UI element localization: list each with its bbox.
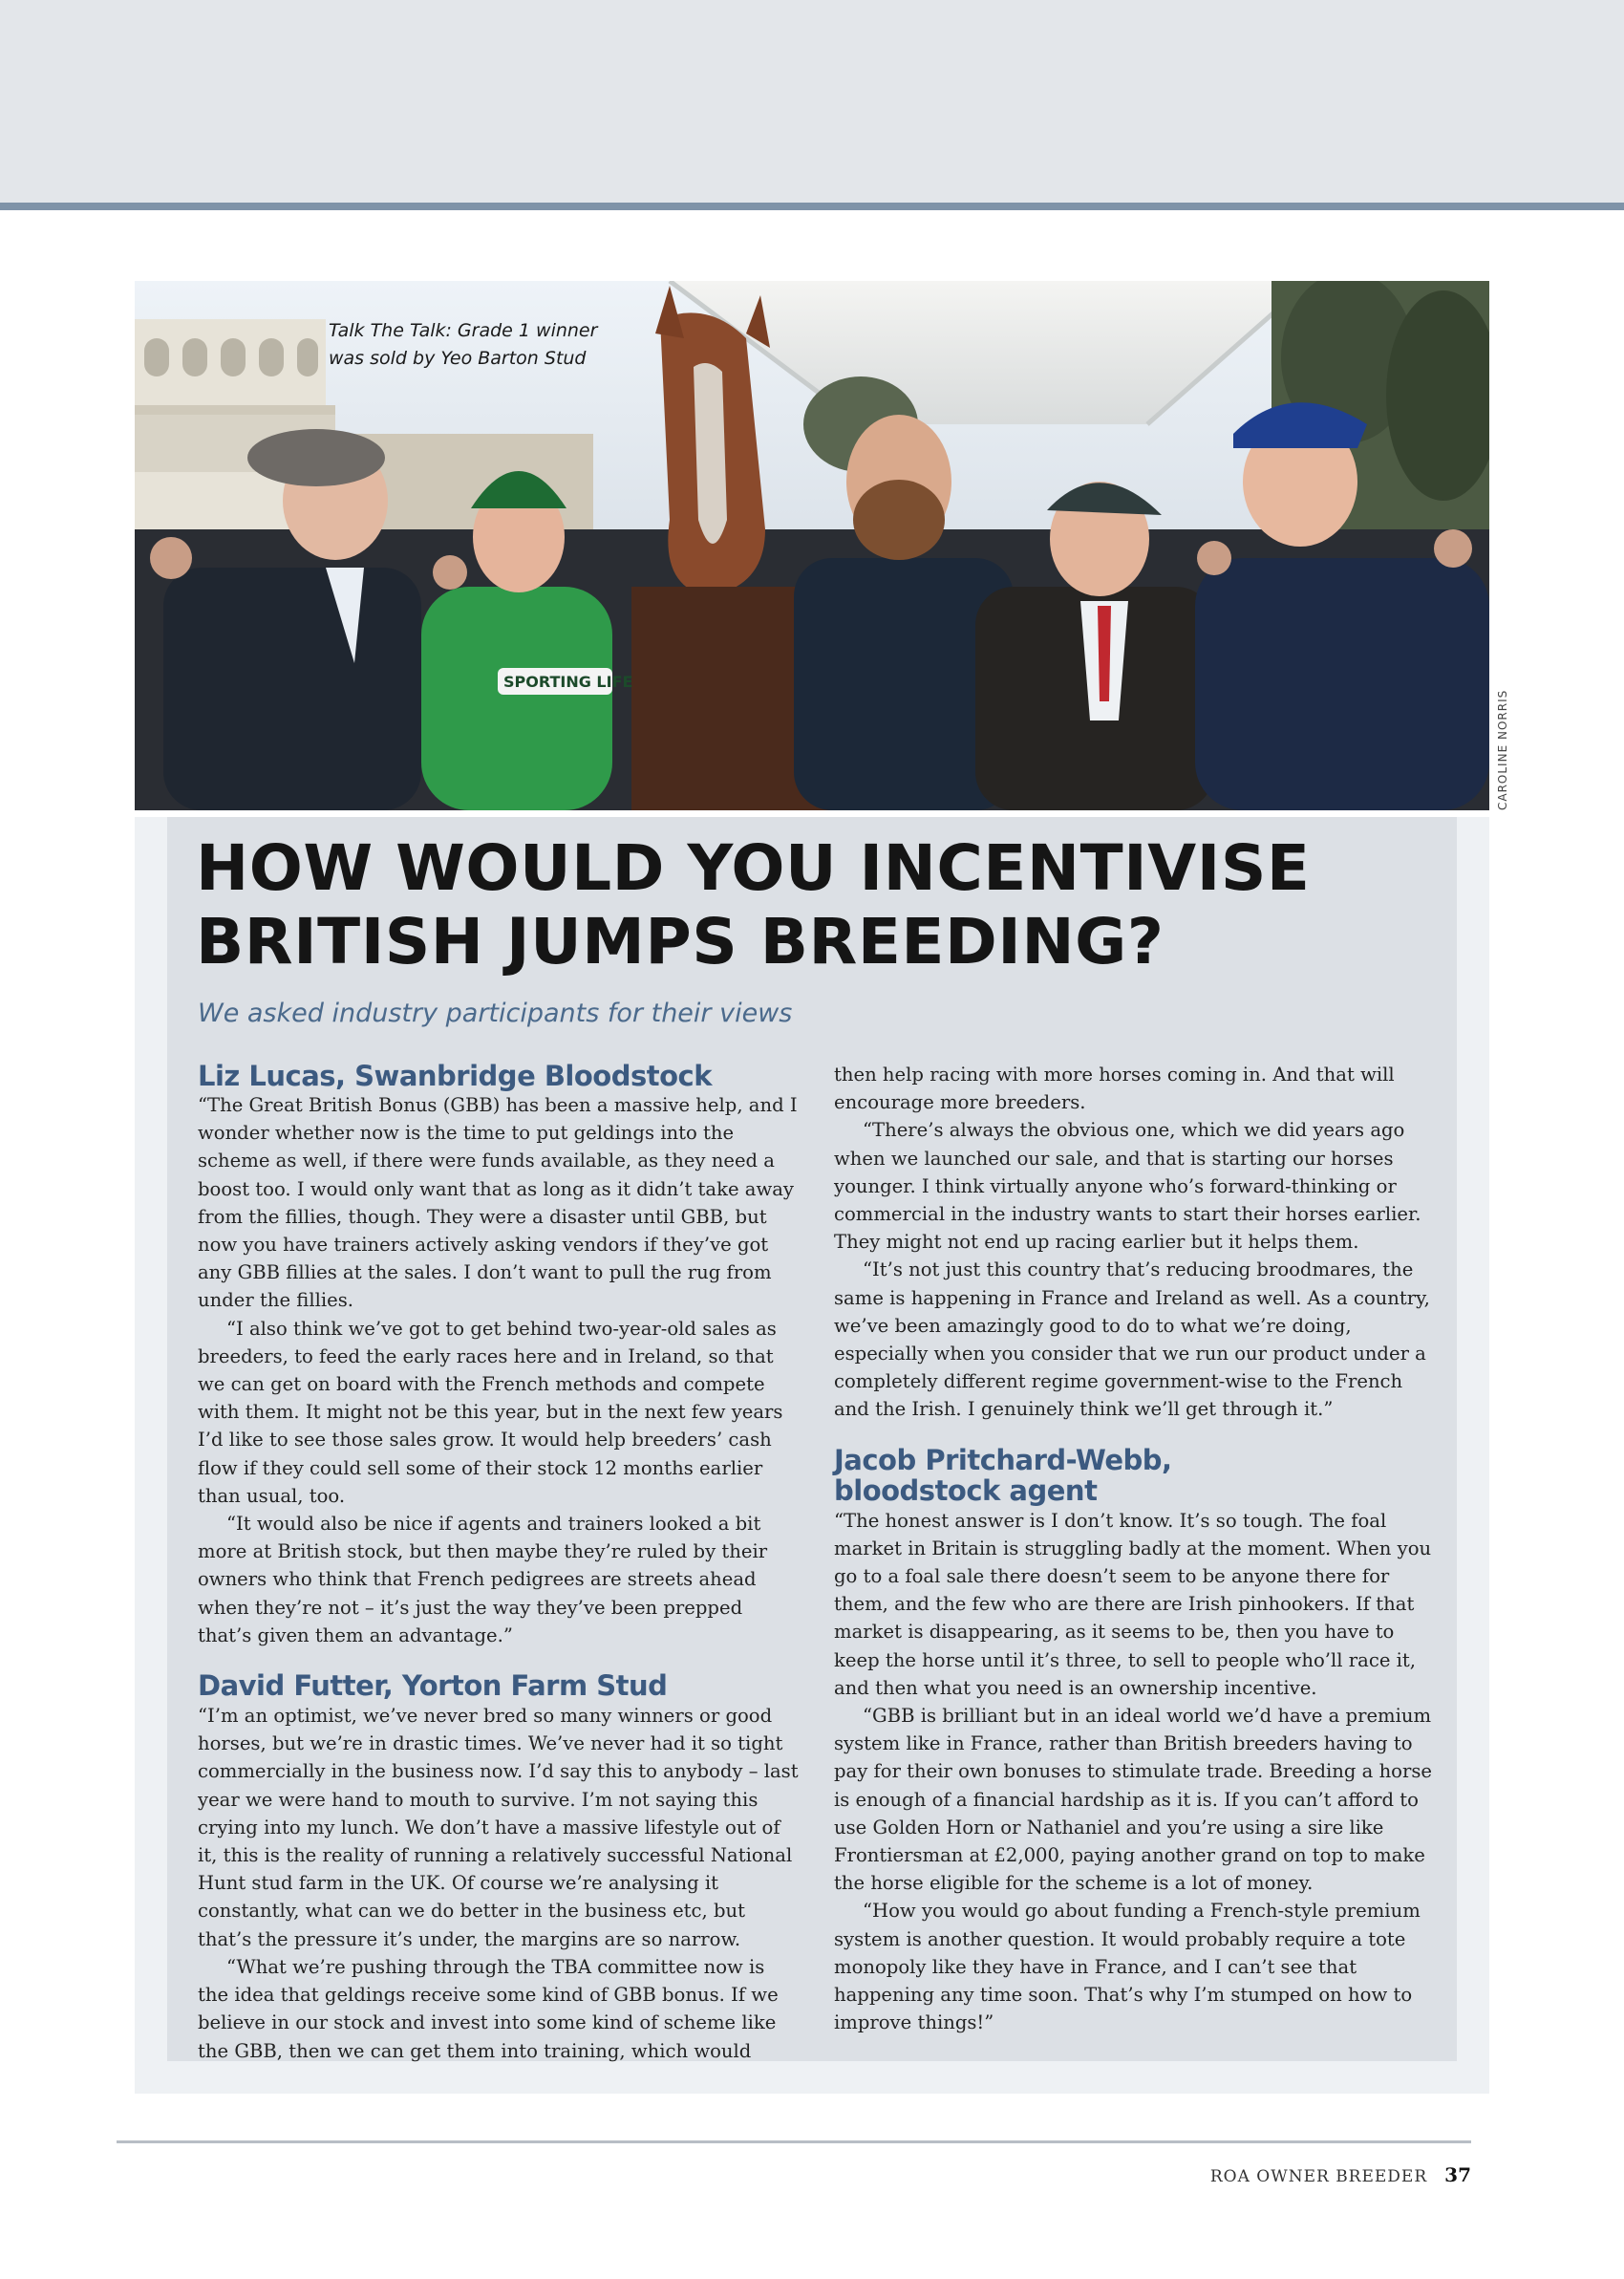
body-paragraph: “There’s always the obvious one, which we did years ago when we launched our sale, and that is starting our horses younger. I think virtually anyone who’s forward-thinking or commercial in the industry wants to start their horses earlier. They might not end up racing earlier but it helps them. — [834, 1119, 1421, 1254]
silks-text: SPORTING LIFE — [503, 673, 633, 691]
section-heading-liz-lucas: Liz Lucas, Swanbridge Bloodstock — [198, 1060, 713, 1092]
body-paragraph: “GBB is brilliant but in an ideal world we’d have a premium system like in France, rather than British breeders having to pay for their own bonuses to stimulate trade. Breeding a horse is enough of a financial hardship as it is. If you can’t afford to use Golden Horn or Nathaniel and you’re using a sire like Frontiersman at £2,000, paying another grand on top to make the horse eligible for the scheme is a lot of money. — [834, 1705, 1432, 1895]
publication-name: ROA OWNER BREEDER — [1209, 2167, 1428, 2186]
page-number: 37 — [1444, 2163, 1471, 2186]
headline — [196, 831, 1419, 978]
article-column-right — [834, 1061, 1436, 2037]
body-paragraph: “The Great British Bonus (GBB) has been a massive help, and I wonder whether now is the time to put geldings into the scheme as well, if there were funds available, as they need a boost too. I would only want that as long as it didn’t take away from the fillies, though. They were a disaster until GBB, but now you have trainers actively asking vendors if they’ve got any GBB fillies at the sales. I don’t want to pull the rug from under the fillies. — [198, 1094, 798, 1312]
page-footer — [1210, 2163, 1471, 2186]
body-paragraph: “I’m an optimist, we’ve never bred so many winners or good horses, but we’re in drastic times. We’ve never had it so tight commercially in the business now. I’d say this to anybody – last year we were hand to mouth to survive. I’m not saying this crying into my lunch. We don’t have a massive lifestyle out of it, this is the reality of running a relatively successful National Hunt stud farm in the UK. Of course we’re analysing it constantly, what can we do better in the business etc, but that’s the pressure it’s under, the margins are so narrow. — [198, 1705, 799, 1950]
header-band — [0, 0, 1624, 203]
body-paragraph: “I also think we’ve got to get behind two-year-old sales as breeders, to feed the early races here and in Ireland, so that we can get on board with the French methods and compete with them. It might not be this year, but in the next few years I’d like to see those sales grow. It would help breeders’ cash flow if they could sell some of their stock 12 months earlier than usual, too. — [198, 1317, 783, 1507]
footer-rule — [117, 2140, 1471, 2143]
section-heading-jacob-pritchard-webb — [834, 1445, 1436, 1506]
body-paragraph: “The honest answer is I don’t know. It’s so tough. The foal market in Britain is struggling badly at the moment. When you go to a foal sale there doesn’t seem to be anyone there for them, and the few who are there are Irish pinhookers. If that market is disappearing, as it seems to be, then you have to keep the horse until it’s three, to sell to people who’ll race it, and then what you need is an ownership incentive. — [834, 1509, 1432, 1699]
photo-caption: Talk The Talk: Grade 1 winner was sold by Yeo Barton Stud — [329, 320, 598, 369]
article-column-left — [198, 1061, 800, 2065]
photo-credit: CAROLINE NORRIS — [1496, 689, 1509, 810]
headline-line-1: HOW WOULD YOU INCENTIVISE — [196, 831, 1311, 905]
body-paragraph: “How you would go about funding a French-style premium system is another question. It would probably require a tote monopoly like they have in France, and I can’t see that happening any time soon. That’s why I’m stumped on how to improve things!” — [834, 1900, 1421, 2034]
body-paragraph: “What we’re pushing through the TBA committee now is the idea that geldings receive some kind of GBB bonus. If we believe in our stock and invest into some kind of scheme like the GBB, then we can get them into training, which would — [198, 1955, 779, 2062]
body-paragraph: “It’s not just this country that’s reducing broodmares, the same is happening in France and Ireland as well. As a country, we’ve been amazingly good to do to what we’re doing, especially when you consider that we run our product under a completely different regime government-wise to the French and the Irish. I genuinely think we’ll get through it.” — [834, 1258, 1430, 1421]
body-paragraph: “It would also be nice if agents and trainers looked a bit more at British stock, but then maybe they’re ruled by their owners who think that French pedigrees are streets ahead when they’re not – it’s just the way they’ve been prepped that’s given them an advantage.” — [198, 1513, 768, 1646]
section-heading-line-1: Jacob Pritchard-Webb, — [834, 1443, 1172, 1476]
body-paragraph: then help racing with more horses coming in. And that will encourage more breeders. — [834, 1064, 1395, 1114]
headline-line-2: BRITISH JUMPS BREEDING? — [196, 905, 1165, 978]
section-heading-line-2: bloodstock agent — [834, 1473, 1098, 1507]
header-rule — [0, 203, 1624, 210]
section-heading-david-futter: David Futter, Yorton Farm Stud — [198, 1669, 668, 1703]
standfirst: We asked industry participants for their views — [198, 999, 793, 1028]
